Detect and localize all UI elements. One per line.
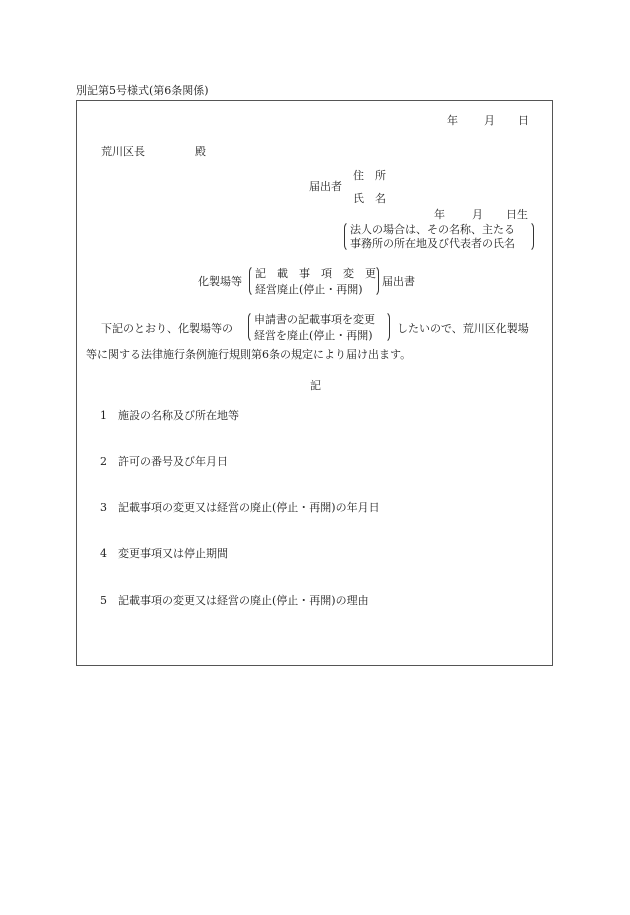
title-option2: 経営廃止(停止・再開) xyxy=(255,283,363,296)
body-lead: 下記のとおり、化製場等の xyxy=(101,322,233,335)
body-tail: したいので、荒川区化製場 xyxy=(397,322,529,335)
title-option1: 記載事項変更 xyxy=(255,267,387,280)
date-day: 日 xyxy=(518,114,529,127)
address-label: 住 所 xyxy=(353,169,386,182)
item-5-num: 5 xyxy=(100,594,107,607)
date-year: 年 xyxy=(447,114,458,127)
body-line2: 等に関する法律施行条例施行規則第6条の規定により届け出ます。 xyxy=(86,348,412,361)
item-4-num: 4 xyxy=(100,547,107,560)
birth-day: 日生 xyxy=(506,208,528,221)
birth-month: 月 xyxy=(472,208,483,221)
corp-note-line2: 事務所の所在地及び代表者の氏名 xyxy=(350,237,515,250)
body-option1: 申請書の記載事項を変更 xyxy=(254,313,375,326)
ki-heading: 記 xyxy=(310,379,321,392)
addressee-name: 荒川区長 xyxy=(101,145,145,158)
item-1-num: 1 xyxy=(100,409,107,422)
item-5-text: 記載事項の変更又は経営の廃止(停止・再開)の理由 xyxy=(118,594,369,607)
title-suffix: 届出書 xyxy=(382,275,415,288)
corp-note-line1: 法人の場合は、その名称、主たる xyxy=(350,223,515,236)
item-3-text: 記載事項の変更又は経営の廃止(停止・再開)の年月日 xyxy=(118,501,380,514)
body-option2: 経営を廃止(停止・再開) xyxy=(254,329,373,342)
item-1-text: 施設の名称及び所在地等 xyxy=(118,409,239,422)
title-prefix: 化製場等 xyxy=(198,275,242,288)
name-label: 氏 名 xyxy=(353,192,386,205)
form-caption: 別記第5号様式(第6条関係) xyxy=(76,84,209,97)
item-3-num: 3 xyxy=(100,501,107,514)
addressee-honorific: 殿 xyxy=(195,145,206,158)
birth-year: 年 xyxy=(434,208,445,221)
item-2-num: 2 xyxy=(100,455,107,468)
notifier-label: 届出者 xyxy=(309,180,342,193)
item-2-text: 許可の番号及び年月日 xyxy=(118,455,228,468)
item-4-text: 変更事項又は停止期間 xyxy=(118,547,228,560)
date-month: 月 xyxy=(484,114,495,127)
